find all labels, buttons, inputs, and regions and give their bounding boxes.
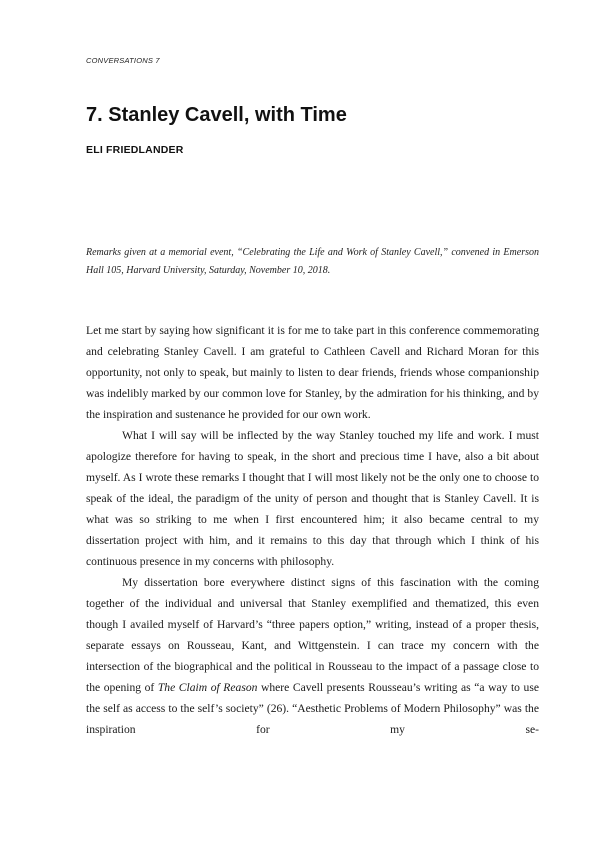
running-head: CONVERSATIONS 7 [86,56,160,65]
chapter-title: 7. Stanley Cavell, with Time [86,104,347,126]
epigraph: Remarks given at a memorial event, “Celebrating the Life and Work of Stanley Cavell,” convened in Emerson Hall 105, Harvard University, Saturday, November 10, 2018. [86,247,539,276]
author-name: ELI FRIEDLANDER [86,144,184,156]
paragraph-1: Let me start by saying how significant it is for me to take part in this conference commemorating and celebrating Stanley Cavell. I am grateful to Cathleen Cavell and Richard Moran for this opportunity, not only to speak, but mainly to listen to dear friends, friends whose companionship was indelibly marked by our common love for Stanley, by the admiration for his thinking, and by the inspiration and sustenance he provided for our own work. [86,324,539,421]
body-text [86,320,539,740]
book-title-emphasis: The Claim of Reason [157,681,258,694]
paragraph-3 [86,572,539,740]
paragraph-3-text-before: My dissertation bore everywhere distinct signs of this fascination with the coming together of the individual and universal that Stanley exemplified and thematized, this even though I availed myself of Harvard’s “three papers option,” writing, instead of a proper thesis, separate essays on Rousseau, Kant, and Wittgenstein. I can trace my concern with the intersection of the biographical and the political in Rousseau to the impact of a passage close to the opening of [86,576,539,694]
paragraph-3-text-after: where Cavell presents Rousseau’s writing as “a way to use the self as access to the self’s society” (26). “Aesthetic Problems of Modern Philosophy” was the inspiration for my se- [86,681,539,736]
paragraph-2: What I will say will be inflected by the way Stanley touched my life and work. I must apologize therefore for having to speak, in the short and precious time I have, also a bit about myself. As I wrote these remarks I thought that I will most likely not be the only one to choose to speak of the ideal, the paradigm of the unity of person and thought that is Stanley Cavell. It is what was so striking to me when I first encountered him; it also became central to my dissertation project with him, and it remains to this day that through which I think of his continuous presence in my concerns with philosophy. [86,429,539,568]
